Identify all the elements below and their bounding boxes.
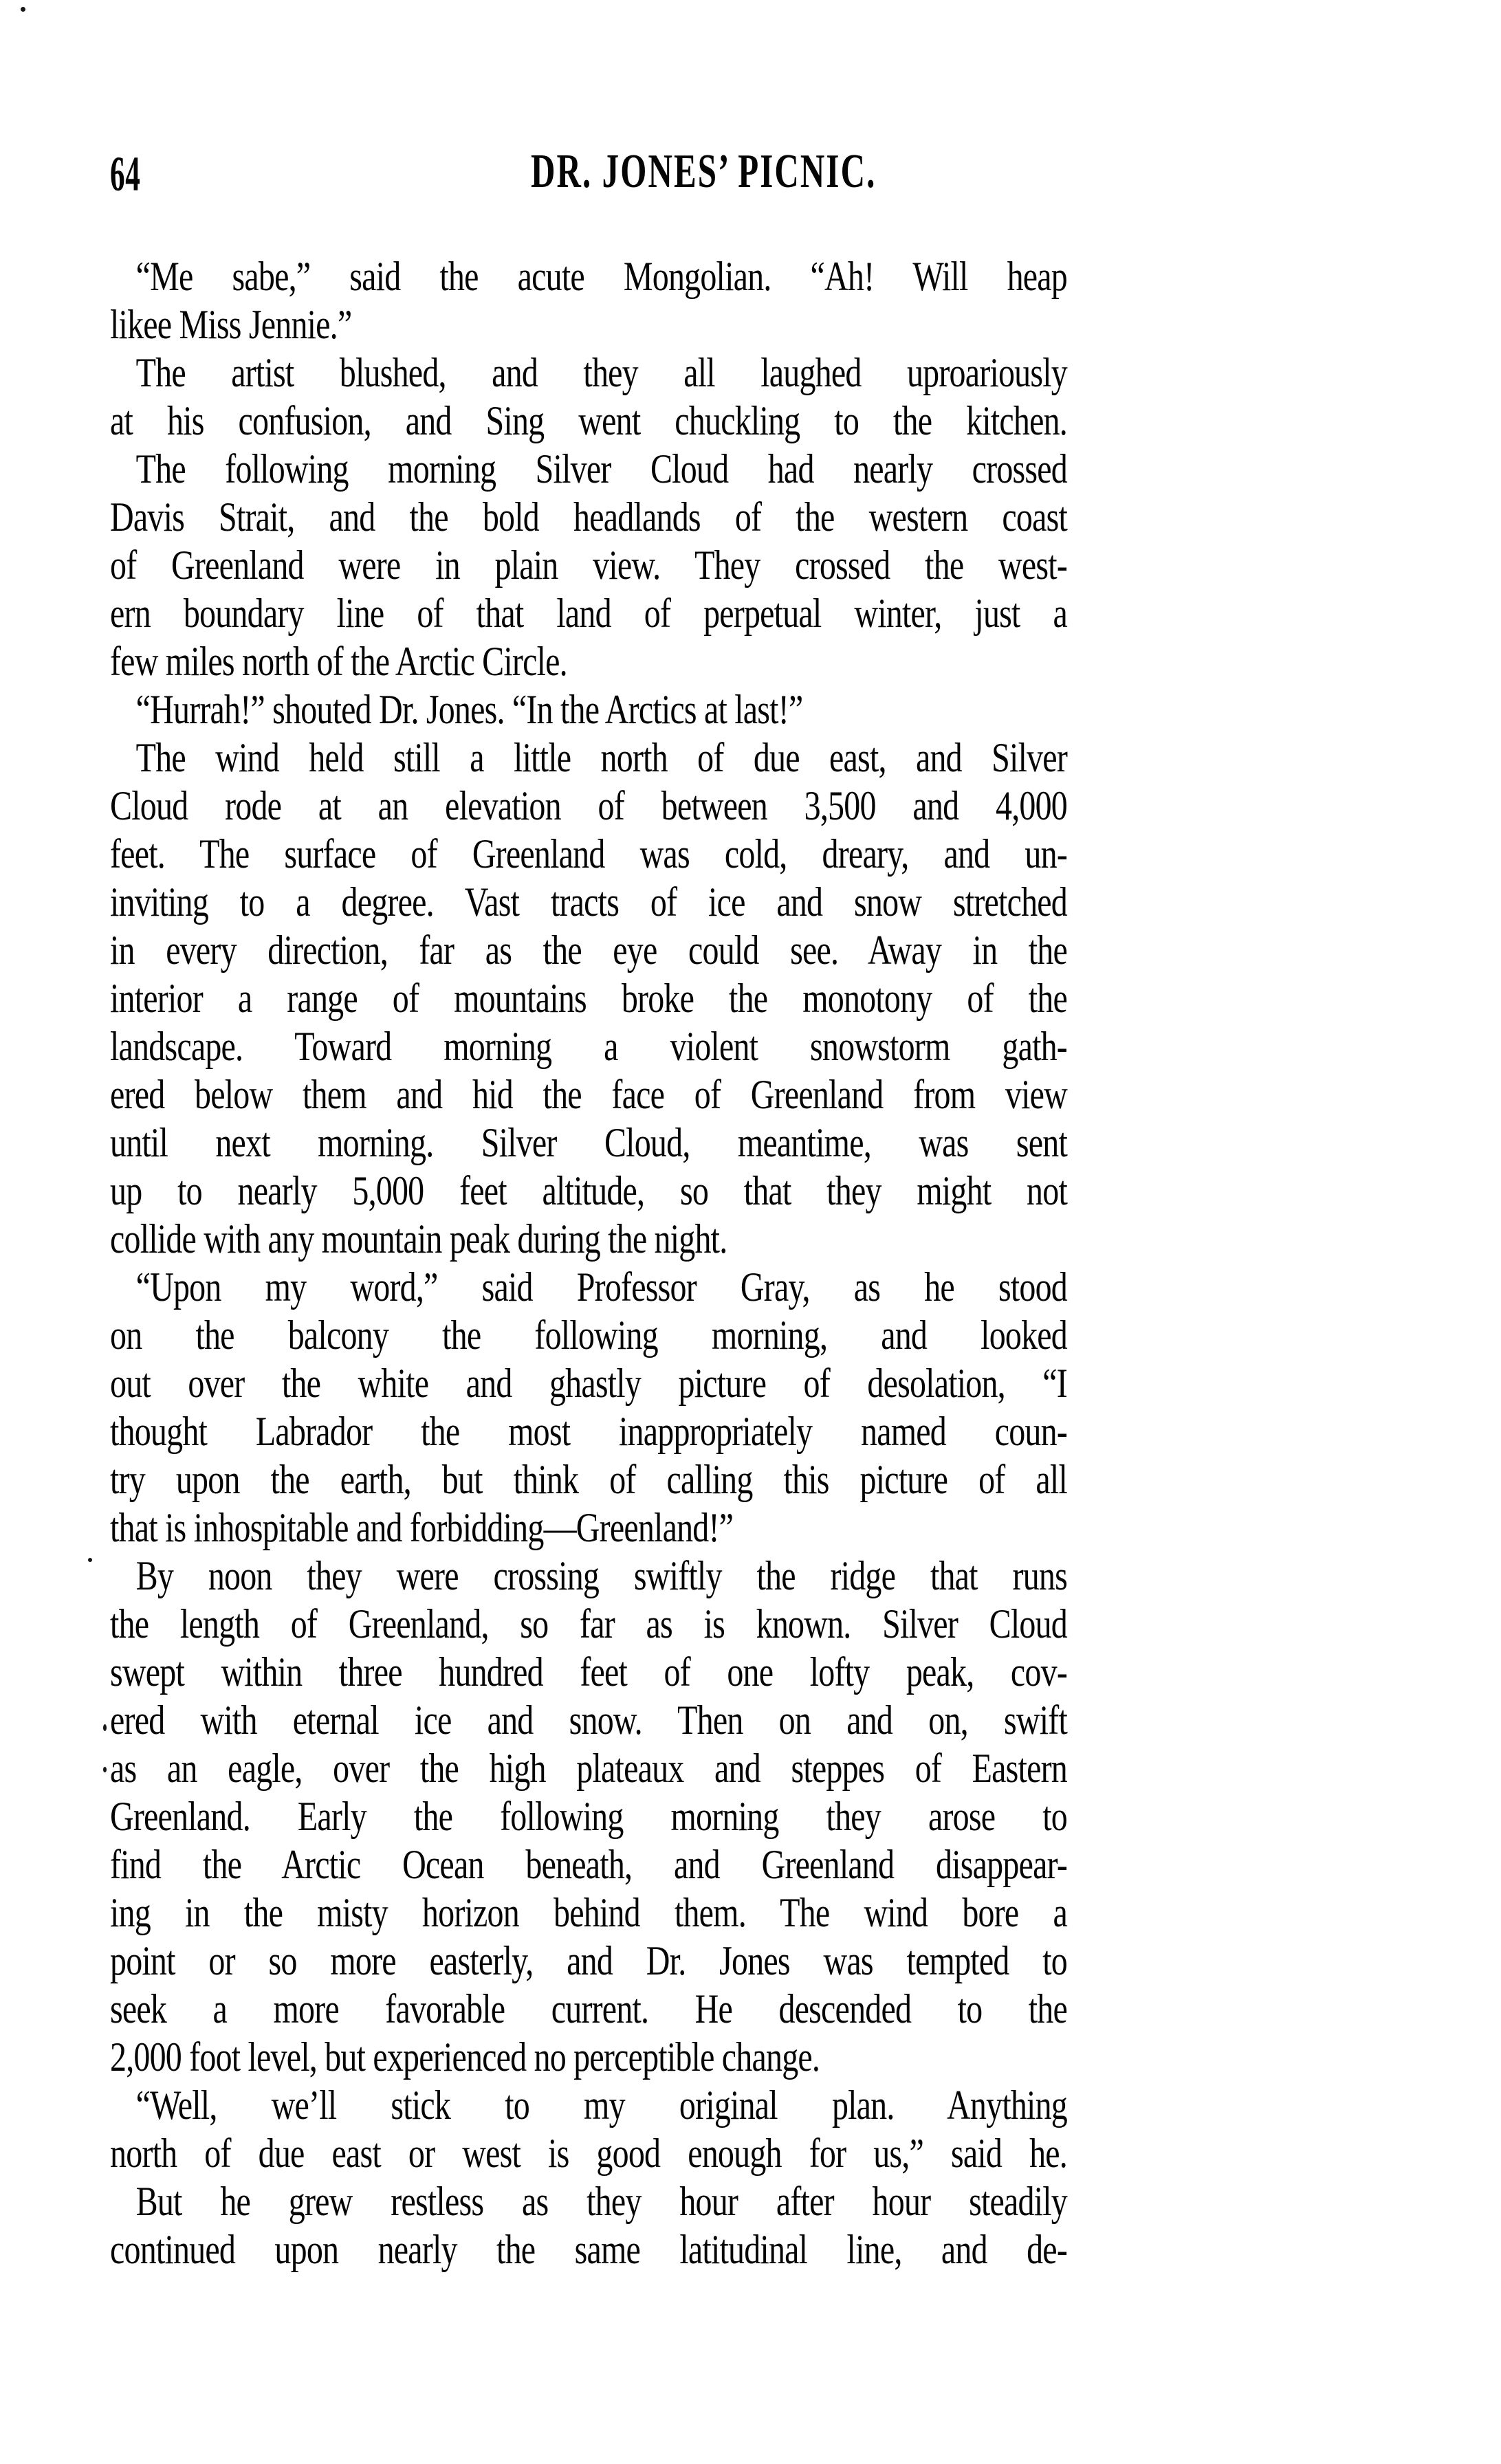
text-line: 2,000 foot level, but experienced no perceptible change.	[110, 2034, 820, 2080]
text-line: few miles north of the Arctic Circle.	[110, 639, 567, 684]
text-line: inviting to a degree. Vast tracts of ice and snow stretched	[110, 879, 1067, 925]
text-line: in every direction, far as the eye could see. Away in the	[110, 927, 1067, 973]
text-line: The wind held still a little north of due east, and Silver	[135, 735, 1068, 780]
text-line: Cloud rode at an elevation of between 3,500 and 4,000	[110, 783, 1067, 828]
text-line: point or so more easterly, and Dr. Jones was tempted to	[110, 1938, 1067, 1983]
text-line: out over the white and ghastly picture of desolation, “I	[110, 1361, 1067, 1406]
text-line: ing in the misty horizon behind them. The wind bore a	[110, 1890, 1067, 1935]
text-line: By noon they were crossing swiftly the ridge that runs	[135, 1553, 1068, 1598]
text-line: “Me sabe,” said the acute Mongolian. “Ah! Will heap	[135, 254, 1068, 299]
paragraph	[110, 685, 1067, 734]
text-line: “Upon my word,” said Professor Gray, as he stood	[135, 1264, 1068, 1310]
text-line: “Hurrah!” shouted Dr. Jones. “In the Arctics at last!”	[135, 687, 803, 732]
text-line: the length of Greenland, so far as is known. Silver Cloud	[110, 1601, 1067, 1647]
running-head: DR. JONES’ PICNIC.	[531, 145, 877, 198]
paragraph	[110, 1263, 1067, 1552]
text-line: “Well, we’ll stick to my original plan. Anything	[135, 2082, 1068, 2128]
text-line: ern boundary line of that land of perpetual winter, just a	[110, 591, 1067, 636]
scan-speck	[88, 1558, 92, 1562]
paragraph	[110, 445, 1067, 685]
text-line: on the balcony the following morning, and looked	[110, 1312, 1067, 1358]
text-line: of Greenland were in plain view. They crossed the west-	[110, 542, 1067, 588]
text-line: The following morning Silver Cloud had nearly crossed	[135, 446, 1068, 492]
paragraph	[110, 734, 1067, 1263]
text-line: feet. The surface of Greenland was cold, dreary, and un-	[110, 831, 1067, 877]
text-line: up to nearly 5,000 feet altitude, so that they might not	[110, 1168, 1067, 1213]
text-line: find the Arctic Ocean beneath, and Greenland disappear-	[110, 1842, 1067, 1887]
text-line: collide with any mountain peak during the night.	[110, 1216, 727, 1262]
paragraph	[110, 2081, 1067, 2177]
text-line: seek a more favorable current. He descended to the	[110, 1986, 1067, 2032]
text-line: that is inhospitable and forbidding—Greenland!”	[110, 1505, 734, 1550]
text-line: as an eagle, over the high plateaux and steppes of Eastern	[110, 1746, 1067, 1791]
text-line: The artist blushed, and they all laughed uproariously	[135, 350, 1068, 395]
text-line: north of due east or west is good enough for us,” said he.	[110, 2131, 1067, 2176]
paragraph	[110, 252, 1067, 349]
text-block	[110, 252, 1067, 2274]
text-line: interior a range of mountains broke the monotony of the	[110, 976, 1067, 1021]
text-line: Greenland. Early the following morning they arose to	[110, 1794, 1067, 1839]
text-line: ered below them and hid the face of Greenland from view	[110, 1072, 1067, 1117]
paragraph	[110, 1552, 1067, 2081]
text-line: Davis Strait, and the bold headlands of the western coast	[110, 494, 1067, 540]
text-line: landscape. Toward morning a violent snowstorm gath-	[110, 1024, 1067, 1069]
text-line: at his confusion, and Sing went chuckling to the kitchen.	[110, 398, 1067, 443]
text-line: try upon the earth, but think of calling this picture of all	[110, 1457, 1067, 1502]
text-line: ered with eternal ice and snow. Then on and on, swift	[110, 1697, 1067, 1743]
page-number: 64	[110, 146, 141, 201]
text-line: likee Miss Jennie.”	[110, 302, 352, 347]
text-line: swept within three hundred feet of one lofty peak, cov-	[110, 1649, 1067, 1695]
scan-speck	[103, 1767, 107, 1772]
paragraph	[110, 2177, 1067, 2274]
scan-speck	[103, 1724, 107, 1731]
scan-speck	[21, 7, 25, 12]
text-line: until next morning. Silver Cloud, meantime, was sent	[110, 1120, 1067, 1165]
text-line: But he grew restless as they hour after hour steadily	[135, 2179, 1068, 2224]
paragraph	[110, 349, 1067, 445]
text-line: thought Labrador the most inappropriately named coun-	[110, 1409, 1067, 1454]
text-line: continued upon nearly the same latitudinal line, and de-	[110, 2227, 1067, 2272]
